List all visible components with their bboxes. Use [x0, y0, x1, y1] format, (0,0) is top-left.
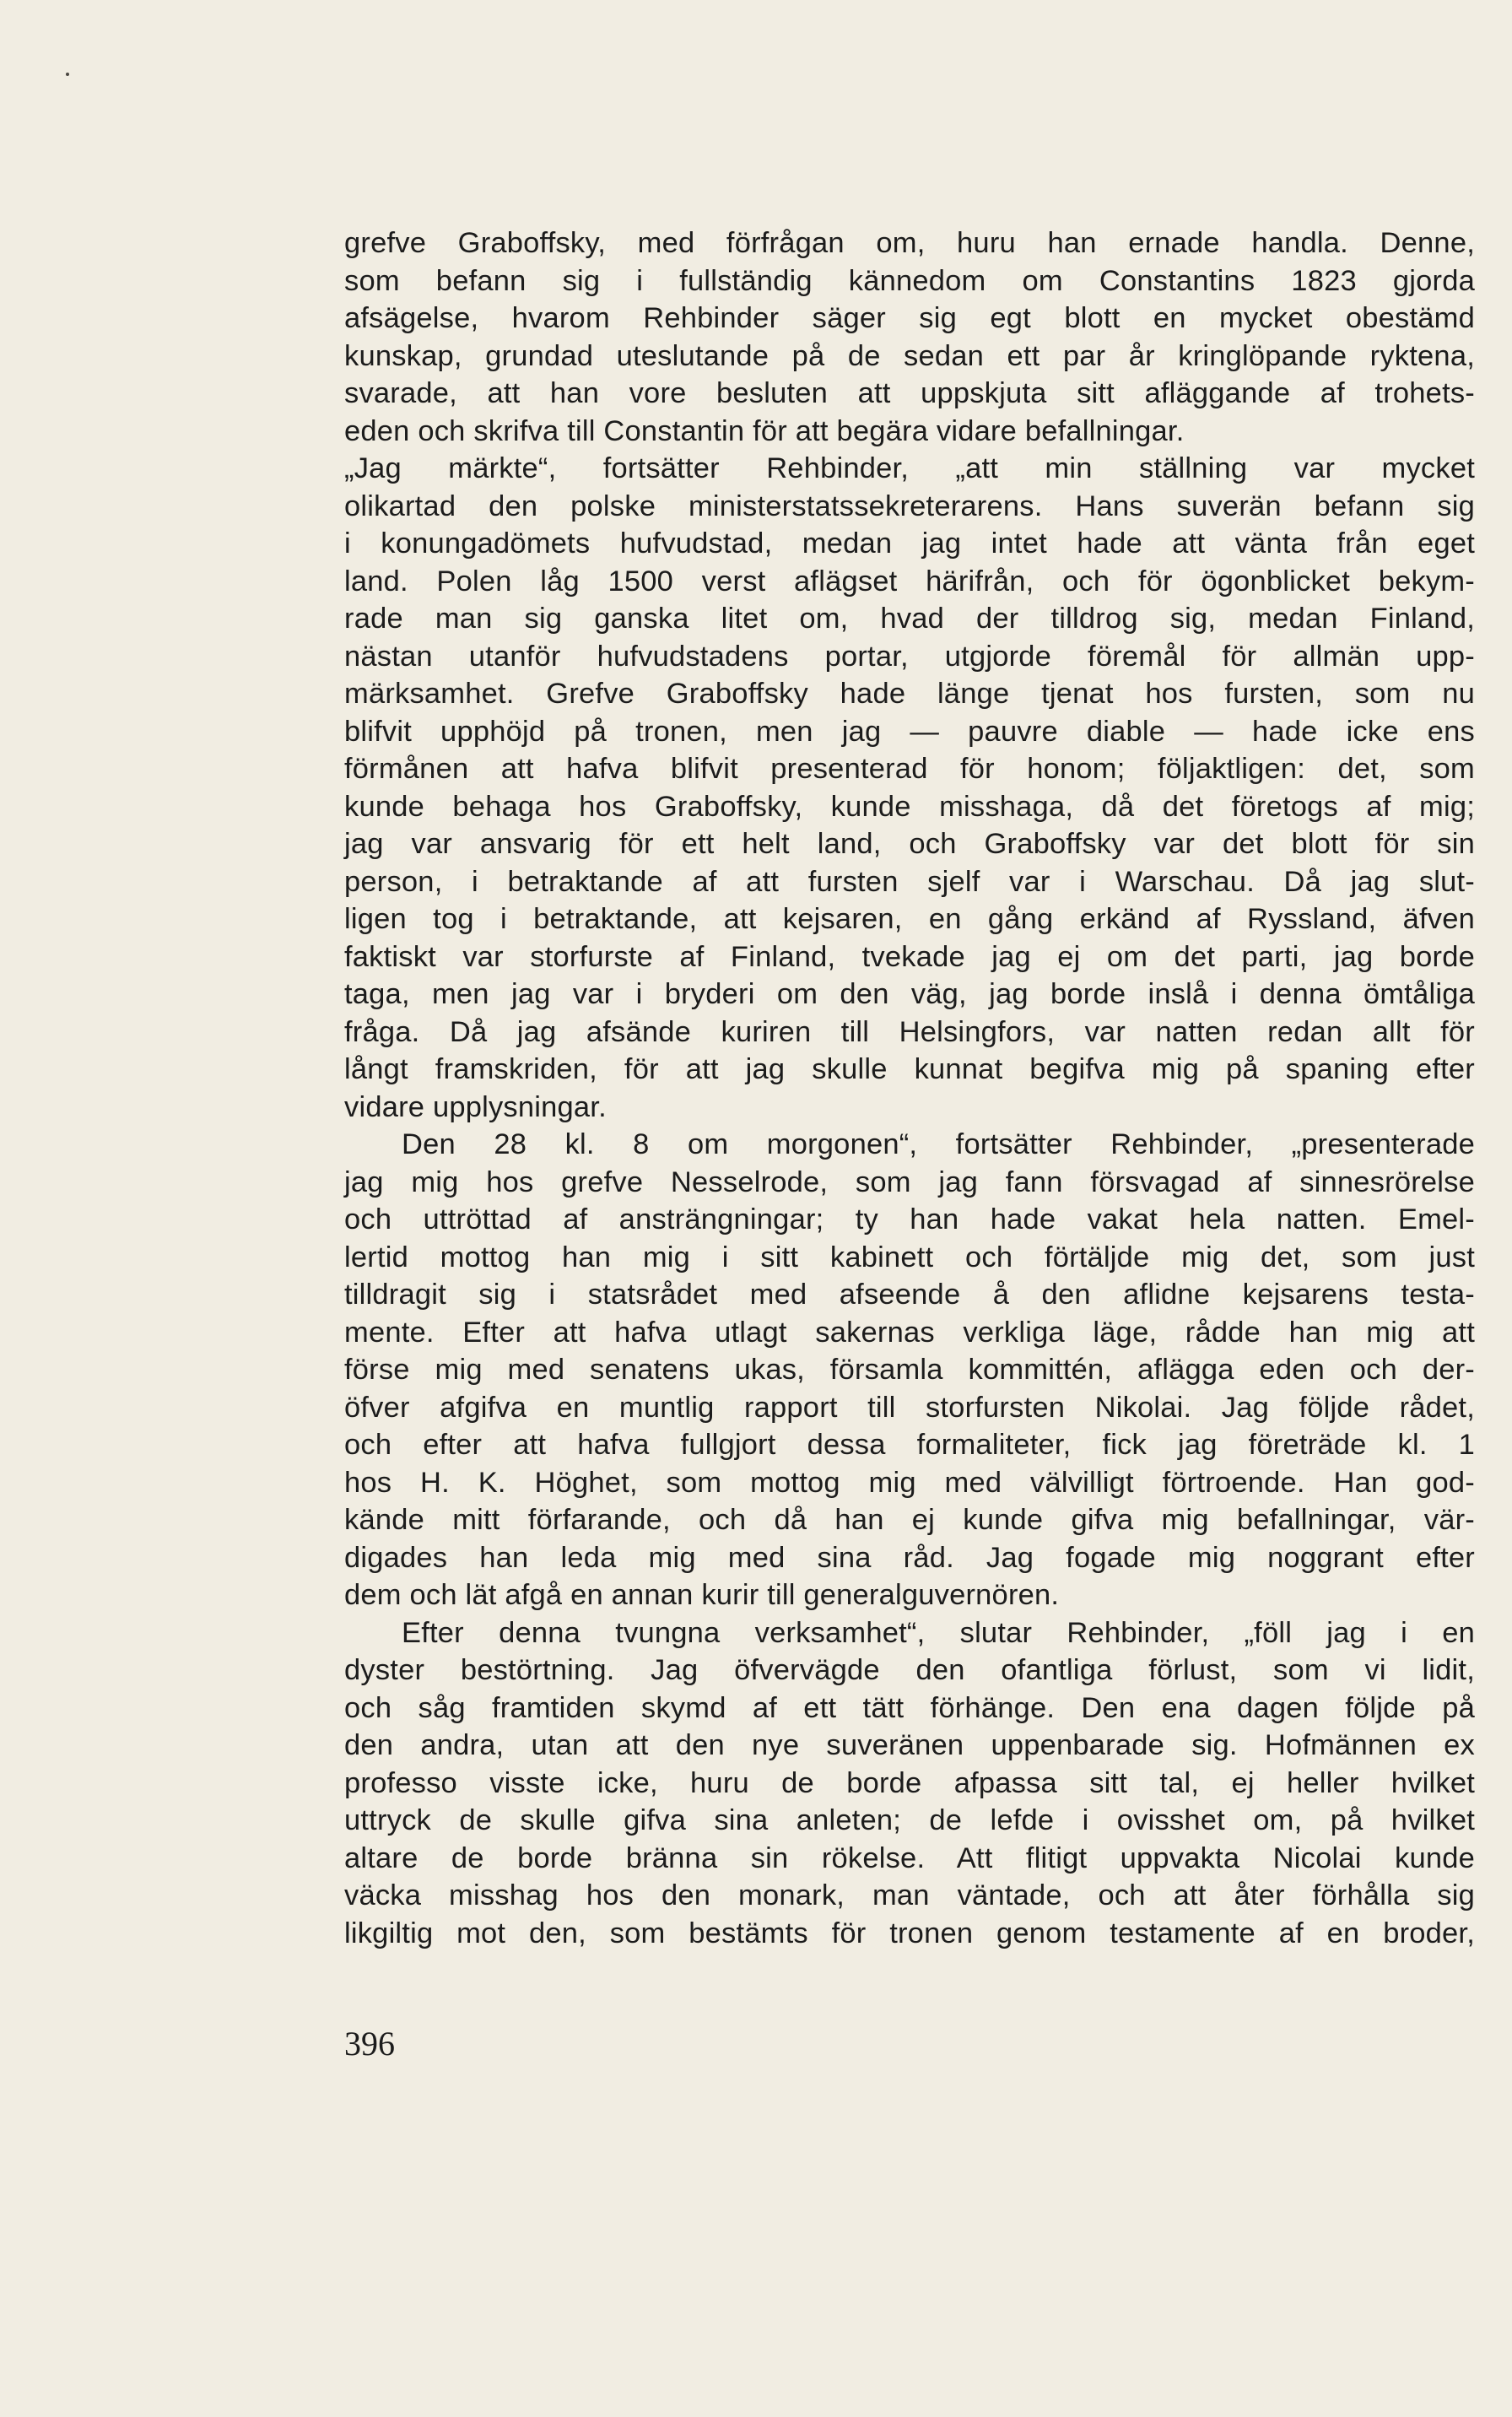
text-line: Den 28 kl. 8 om morgonen“, fortsätter Rehbinder, „presenterade [402, 1128, 1475, 1160]
text-line: förse mig med senatens ukas, församla kommittén, aflägga eden och der- [344, 1354, 1475, 1386]
text-line: professo visste icke, huru de borde afpassa sitt tal, ej heller hvilket [344, 1766, 1475, 1799]
text-line: land. Polen låg 1500 verst aflägset härifrån, och för ögonblicket bekym- [344, 565, 1475, 597]
text-line: dyster bestörtning. Jag öfvervägde den ofantliga förlust, som vi lidit, [344, 1654, 1475, 1686]
text-line: digades han leda mig med sina råd. Jag fogade mig noggrant efter [344, 1541, 1475, 1574]
text-line: kunskap, grundad uteslutande på de sedan ett par år kringlöpande ryktena, [344, 339, 1475, 372]
page-number: 396 [344, 2025, 395, 2063]
text-line: tilldragit sig i statsrådet med afseende å den aflidne kejsarens testa- [344, 1279, 1475, 1311]
text-line: väcka misshag hos den monark, man väntade, och att åter förhålla sig [344, 1879, 1475, 1911]
text-line: uttryck de skulle gifva sina anleten; de lefde i ovisshet om, på hvilket [344, 1804, 1475, 1836]
text-line: märksamhet. Grefve Graboffsky hade länge tjenat hos fursten, som nu [344, 678, 1475, 710]
text-line: person, i betraktande af att fursten sjelf var i Warschau. Då jag slut- [344, 865, 1475, 898]
text-line: som befann sig i fullständig kännedom om Constantins 1823 gjorda [344, 264, 1475, 297]
text-line: altare de borde bränna sin rökelse. Att flitigt uppvakta Nicolai kunde [344, 1841, 1475, 1874]
text-line: „Jag märkte“, fortsätter Rehbinder, „att min ställning var mycket [344, 452, 1475, 484]
text-line: olikartad den polske ministerstatssekreterarens. Hans suverän befann sig [344, 489, 1475, 522]
text-line: och efter att hafva fullgjort dessa formaliteter, fick jag företräde kl. 1 [344, 1429, 1475, 1461]
text-line: rade man sig ganska litet om, hvad der tilldrog sig, medan Finland, [344, 603, 1475, 635]
text-line: lertid mottog han mig i sitt kabinett och förtäljde mig det, som just [344, 1241, 1475, 1273]
text-line: Efter denna tvungna verksamhet“, slutar Rehbinder, „föll jag i en [402, 1616, 1475, 1649]
text-line: hos H. K. Höghet, som mottog mig med välvilligt förtroende. Han god- [344, 1466, 1475, 1499]
text-line: likgiltig mot den, som bestämts för tronen genom testamente af en broder, [344, 1917, 1475, 1949]
text-line: svarade, att han vore besluten att uppskjuta sitt afläggande af trohets- [344, 377, 1475, 409]
paper-speck [66, 73, 69, 76]
text-line: afsägelse, hvarom Rehbinder säger sig egt blott en mycket obestämd [344, 302, 1475, 334]
text-line: grefve Graboffsky, med förfrågan om, huru han ernade handla. Denne, [344, 227, 1475, 259]
text-line: ligen tog i betraktande, att kejsaren, en gång erkänd af Ryssland, äfven [344, 903, 1475, 935]
text-line: eden och skrifva till Constantin för att begära vidare befallningar. [344, 414, 1185, 447]
text-line: och uttröttad af ansträngningar; ty han hade vakat hela natten. Emel- [344, 1203, 1475, 1236]
text-line: fråga. Då jag afsände kuriren till Helsingfors, var natten redan allt för [344, 1015, 1475, 1048]
text-line: kunde behaga hos Graboffsky, kunde misshaga, då det företogs af mig; [344, 790, 1475, 823]
text-line: öfver afgifva en muntlig rapport till storfursten Nikolai. Jag följde rådet, [344, 1391, 1475, 1424]
text-line: jag mig hos grefve Nesselrode, som jag fann försvagad af sinnesrörelse [344, 1165, 1475, 1198]
body-text [344, 224, 1475, 1952]
text-line: och såg framtiden skymd af ett tätt förhänge. Den ena dagen följde på [344, 1691, 1475, 1724]
text-line: blifvit upphöjd på tronen, men jag — pauvre diable — hade icke ens [344, 715, 1475, 748]
text-line: dem och lät afgå en annan kurir till generalguvernören. [344, 1579, 1060, 1611]
text-line: faktiskt var storfurste af Finland, tvekade jag ej om det parti, jag borde [344, 940, 1475, 973]
text-line: taga, men jag var i bryderi om den väg, jag borde inslå i denna ömtåliga [344, 978, 1475, 1010]
text-line: nästan utanför hufvudstadens portar, utgjorde föremål för allmän upp- [344, 640, 1475, 673]
text-line: vidare upplysningar. [344, 1090, 607, 1123]
text-line: kände mitt förfarande, och då han ej kunde gifva mig befallningar, vär- [344, 1504, 1475, 1536]
text-line: i konungadömets hufvudstad, medan jag intet hade att vänta från eget [344, 527, 1475, 560]
text-line: den andra, utan att den nye suveränen uppenbarade sig. Hofmännen ex [344, 1729, 1475, 1761]
text-line: långt framskriden, för att jag skulle kunnat begifva mig på spaning efter [344, 1053, 1475, 1085]
text-line: förmånen att hafva blifvit presenterad för honom; följaktligen: det, som [344, 753, 1475, 785]
text-line: mente. Efter att hafva utlagt sakernas verkliga läge, rådde han mig att [344, 1316, 1475, 1349]
text-line: jag var ansvarig för ett helt land, och Graboffsky var det blott för sin [344, 828, 1475, 860]
